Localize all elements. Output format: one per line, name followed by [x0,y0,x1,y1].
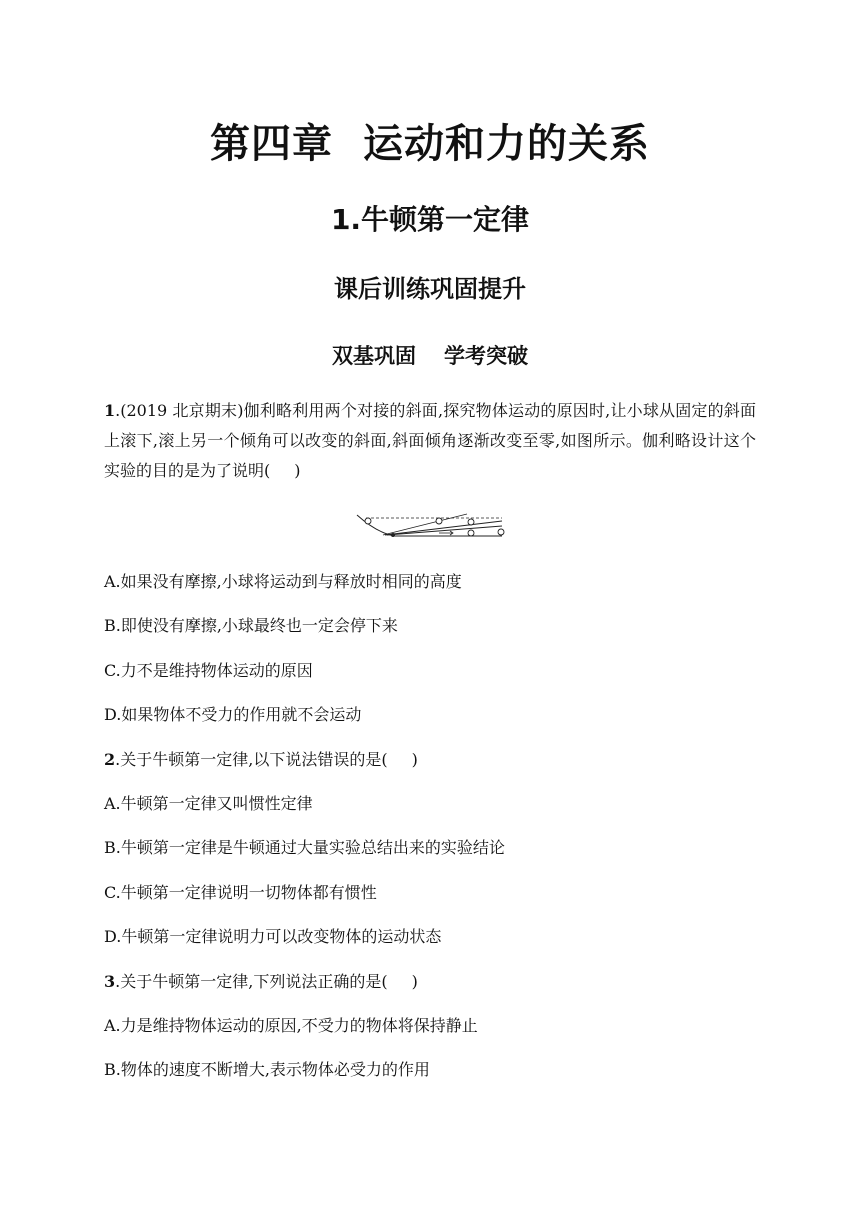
question-1-option-c: C.力不是维持物体运动的原因 [104,661,313,680]
question-stem-end: ) [411,972,418,991]
chapter-label: 第四章 [210,121,333,167]
question-3-option-b: B.物体的速度不断增大,表示物体必受力的作用 [104,1060,430,1079]
question-1-option-d: D.如果物体不受力的作用就不会运动 [104,705,362,724]
question-number: 3 [104,972,116,991]
question-number: 1 [104,401,116,420]
chapter-title [0,116,860,172]
question-stem: .关于牛顿第一定律,下列说法正确的是( [115,972,388,991]
question-1 [104,396,756,486]
subsubheading [0,340,860,372]
question-number: 2 [104,750,116,769]
subsubheading-left: 双基巩固 [332,344,416,368]
question-3 [104,970,756,994]
question-stem-end: ) [411,750,418,769]
question-2 [104,748,756,772]
question-stem: .关于牛顿第一定律,以下说法错误的是( [115,750,388,769]
question-stem: .(2019 北京期末)伽利略利用两个对接的斜面,探究物体运动的原因时,让小球从固定的斜面上滚下,滚上另一个倾角可以改变的斜面,斜面倾角逐渐改变至零,如图所示。伽利略设计这个实验的目的是为了说明( [104,401,756,480]
question-1-option-a: A.如果没有摩擦,小球将运动到与释放时相同的高度 [104,572,462,591]
question-2-option-d: D.牛顿第一定律说明力可以改变物体的运动状态 [104,927,442,946]
question-3-option-a: A.力是维持物体运动的原因,不受力的物体将保持静止 [104,1016,478,1035]
question-stem-end: ) [294,461,301,480]
question-2-option-b: B.牛顿第一定律是牛顿通过大量实验总结出来的实验结论 [104,838,505,857]
subsubheading-right: 学考突破 [444,344,528,368]
inclined-planes-figure [355,508,505,542]
subheading: 课后训练巩固提升 [334,275,526,303]
question-2-option-a: A.牛顿第一定律又叫惯性定律 [104,794,313,813]
question-2-option-c: C.牛顿第一定律说明一切物体都有惯性 [104,883,377,902]
question-1-option-b: B.即使没有摩擦,小球最终也一定会停下来 [104,616,398,635]
chapter-name: 运动和力的关系 [363,121,650,167]
section-title: 1.牛顿第一定律 [330,203,530,236]
